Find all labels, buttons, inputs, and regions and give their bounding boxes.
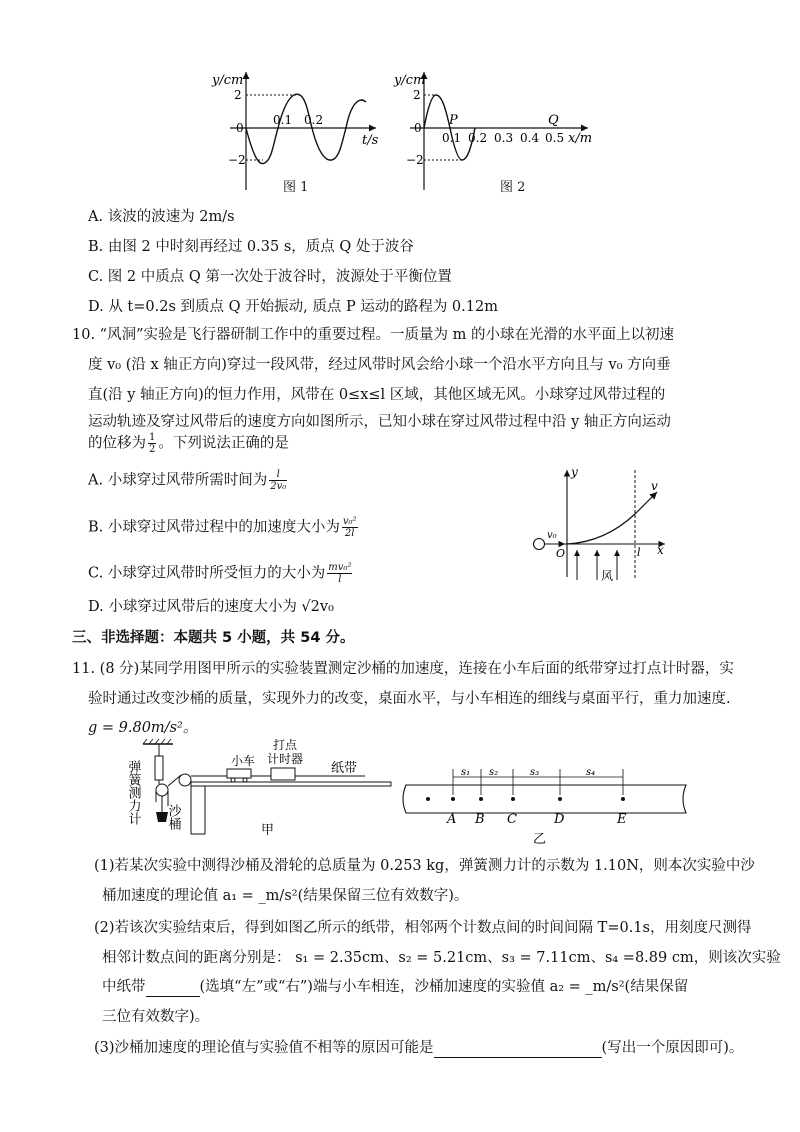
fig1-tick-2: 0.2 [304,113,324,127]
fig1-tick-1: 0.1 [273,113,293,127]
yi-caption: 乙 [533,832,547,847]
q11-part2-line-1: (2)若该次实验结束后，得到如图乙所示的纸带，相邻两个计数点间的时间间隔 T=0.1s，用刻度尺测得 [94,920,752,936]
q10-stem-line-2: 度 v₀ (沿 x 轴正方向)穿过一段风带，经过风带时风会给小球一个沿水平方向且与 v₀ 方向垂 [88,357,671,373]
q11-part2-line-4: 三位有效数字)。 [102,1009,210,1025]
fig2-caption: 图 2 [500,180,526,195]
jia-label-spring: 弹簧测力计 [125,760,141,825]
q10-option-c: C. 小球穿过风带时所受恒力的大小为 $\frac{\text{mv₀²}}{l}$ [88,562,352,585]
q11-stem-line-3: g = 9.80m/s²。 [88,720,198,736]
q9-option-b: B. 由图 2 中时刻再经过 0.35 s，质点 Q 处于波谷 [88,239,414,255]
fig2-point-q: Q [548,113,559,128]
q10-label-l: l [637,546,641,559]
yi-point: A [447,812,457,827]
fig2-y-max: 2 [413,88,421,102]
q10-stem-line-5: 的位移为 $\frac{1}{2}$ 。下列说法正确的是 [88,432,289,455]
q11-stem-line-2: 验时通过改变沙桶的质量，实现外力的改变，桌面水平，与小车相连的细线与桌面平行，重力加速度. [88,691,731,707]
fig2-tick: 0.1 [442,131,462,145]
q10-label-o: O [556,547,566,560]
yi-point: E [617,812,627,827]
fig2-tick: 0.5 [545,131,565,145]
q10-stem-line-3: 直(沿 y 轴正方向)的恒力作用，风带在 0≤x≤l 区域，其他区域无风。小球穿过风带过程的 [88,387,666,403]
q10-stem-line-4: 运动轨迹及穿过风带后的速度方向如图所示，已知小球在穿过风带过程中沿 y 轴正方向运动 [88,414,671,430]
q11-figure-jia-apparatus [125,738,395,838]
q10-label-v0: v₀ [547,530,557,541]
q11-part3-line: (3)沙桶加速度的理论值与实验值不相等的原因可能是 (写出一个原因即可)。 [94,1040,744,1056]
yi-point: C [507,812,517,827]
q11-part1-line-1: (1)若某次实验中测得沙桶及滑轮的总质量为 0.253 kg，弹簧测力计的示数为 1.10N，则本次实验中沙 [94,858,755,874]
q11-figure-yi-tape [400,765,700,845]
q11-part2-line-3: 中纸带 (选填“左”或“右”)端与小车相连，沙桶加速度的实验值 a₂ = _m/s²(结果保留 [102,979,689,995]
fig2-y-label: y/cm [394,73,426,88]
q10-velocity-arrow [635,492,657,514]
q10-half-fraction: $\frac{1}{2}$ [149,432,156,455]
jia-label-timer-2: 计时器 [267,752,304,766]
fig2-origin: 0 [414,121,422,135]
q9-option-c: C. 图 2 中质点 Q 第一次处于波谷时，波源处于平衡位置 [88,269,452,285]
jia-label-tape: 纸带 [331,761,358,776]
fig1-origin: 0 [236,121,244,135]
q9-option-a: A. 该波的波速为 2m/s [88,209,235,225]
q9-option-d: D. 从 t=0.2s 到质点 Q 开始振动, 质点 P 运动的路程为 0.12m [88,299,498,315]
fig1-y-label: y/cm [212,73,244,88]
fig2-tick: 0.4 [520,131,540,145]
jia-label-timer-1: 打点 [273,738,298,752]
q10-option-a: A. 小球穿过风带所需时间为 $\frac{l}{\text{2v₀}}$ [88,469,287,492]
fig1-y-min: −2 [228,153,246,167]
q10-label-v: v [651,479,658,493]
fig2-y-min: −2 [406,153,424,167]
q11-blank-side[interactable] [146,980,200,997]
jia-label-car: 小车 [231,754,256,768]
q10-trajectory [567,514,635,544]
q11-blank-reason[interactable] [434,1041,602,1058]
yi-seg: s₄ [586,767,596,778]
q11-part2-line-2: 相邻计数点间的距离分别是： s₁ = 2.35cm、s₂ = 5.21cm、s₃ = 7.11cm、s₄ =8.89 cm，则该次实验 [102,950,781,966]
q10-ball [534,539,545,550]
q10-label-y: y [571,465,578,479]
q10-option-b: B. 小球穿过风带过程中的加速度大小为 $\frac{\text{v₀²}}{2l}$ [88,516,357,539]
q10-label-x: x [657,543,664,557]
fig1-caption: 图 1 [283,180,309,195]
fig2-tick: 0.3 [494,131,514,145]
fig2-tick: 0.2 [468,131,488,145]
fig1-t-label: t/s [362,133,379,148]
q11-stem-line-1: 11. (8 分)某同学用图甲所示的实验装置测定沙桶的加速度，连接在小车后面的纸带穿过打点计时器，实 [72,661,734,677]
q10-label-wind: 风 [601,569,614,583]
jia-label-bucket: 沙桶 [165,804,181,830]
fig1-wave-curve [246,94,366,163]
car-icon [227,769,251,778]
q10-stem-line-1: 10. “风洞”实验是飞行器研制工作中的重要过程。一质量为 m 的小球在光滑的水平面上以初速 [72,327,674,343]
jia-caption: 甲 [261,823,275,838]
yi-seg: s₃ [530,767,540,778]
fig1-y-max: 2 [234,88,242,102]
section-3-heading: 三、非选择题：本题共 5 小题，共 54 分。 [72,630,355,646]
q11-part1-line-2: 桶加速度的理论值 a₁ = _m/s²(结果保留三位有效数字)。 [102,888,469,904]
yi-point: D [554,812,565,827]
fig2-x-label: x/m [568,131,593,146]
yi-seg: s₁ [461,767,471,778]
yi-seg: s₂ [489,767,499,778]
q10-wind-tunnel-figure [525,462,675,592]
q10-option-d: D. 小球穿过风带后的速度大小为 √2v₀ [88,599,334,615]
yi-point: B [475,812,485,827]
timer-icon [271,768,295,780]
fig2-point-p: P [449,113,458,128]
